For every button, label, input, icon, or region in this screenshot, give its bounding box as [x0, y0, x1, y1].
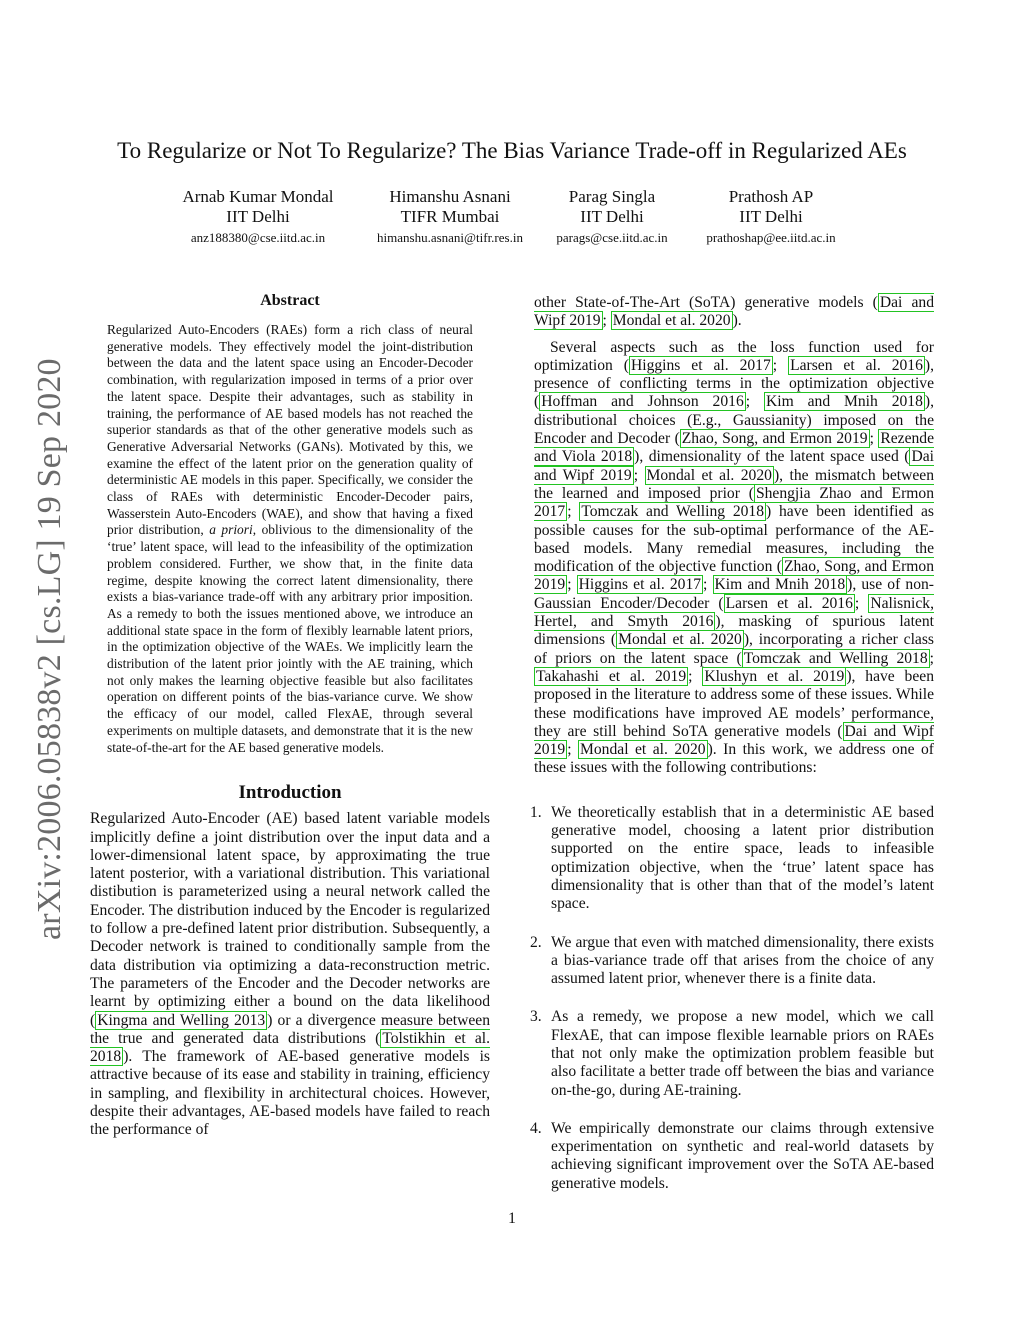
author-affiliation: IIT Delhi [580, 207, 644, 226]
introduction-heading: Introduction [238, 782, 342, 804]
body-text: ), incorporating a richer class of priors on the latent space ( [534, 631, 934, 667]
citation-link[interactable]: Mondal et al. 2020 [612, 312, 731, 330]
citation-separator: ; [567, 503, 580, 521]
author-name: Arnab Kumar Mondal [182, 187, 334, 206]
abstract-text: Regularized Auto-Encoders (RAEs) form a rich class of neural generative models. They effectively model the joint-distribution between the data and the latent space using an Encoder-Decoder combination, with regularization imposed in terms of a prior over the latent space. Despite their advantages, such as stability in training, the performance of AE based models has not reached the superior standards as that of the other generative models such as Generative Adversarial Networks (GANs). Motivated by this, we examine the effect of the latent prior on the generation quality of deterministic AE models in this paper. Specifically, we consider the class of RAEs with deterministic Encoder-Decoder pairs, Wasserstein Auto-Encoders (WAE), and show that having a fixed prior distribution, [107, 322, 473, 538]
citation-separator: ; [633, 466, 645, 484]
list-number: 1. [530, 803, 542, 821]
citation-link[interactable]: Hoffman and Johnson 2016 [541, 393, 744, 411]
intro-text: ). The framework of AE-based generative models is attractive because of its ease and stability in training, efficiency in sampling, and flexibility in architectural choices. However, despite their advantages, AE-based models have failed to reach the performance of [90, 1048, 490, 1139]
list-number: 2. [530, 933, 542, 951]
body-text: ), distributional choices (E.g., Gaussianity) imposed on the Encoder and Decoder ( [534, 393, 934, 448]
citation-link[interactable]: Larsen et al. 2016 [790, 356, 923, 374]
citation-link[interactable]: Dai and Wipf 2019 [534, 722, 934, 759]
list-text: As a remedy, we propose a new model, which we call FlexAE, that can impose flexible learnable priors on RAEs that not only make the optimization problem feasible but also facilitate a better trade off between the bias and variance on-the-go, during AE-training. [551, 1008, 934, 1099]
abstract-italic: a priori [209, 522, 253, 538]
citation-link[interactable]: Dai and Wipf 2019 [534, 448, 934, 484]
body-text: Several aspects such as the loss function used for optimization ( [534, 338, 934, 374]
body-text: other State-of-The-Art (SoTA) generative models ( [534, 294, 878, 311]
author-1 [158, 187, 358, 249]
citation-link[interactable]: Zhao, Song, and Ermon 2019 [534, 558, 934, 594]
citation-link[interactable]: Tomczak and Welling 2018 [743, 649, 928, 667]
citation-link[interactable]: Klushyn et al. 2019 [704, 667, 845, 685]
citation-link[interactable]: Zhao, Song, and Ermon 2019 [681, 430, 868, 448]
intro-paragraph [90, 810, 490, 1139]
abstract-text: , oblivious to the dimensionality of the ‘true’ latent space, will lead to the infeasibility of the optimization problem considered. Further, we show that, in the finite data regime, despite knowing the correct latent dimensionality, there exists a bias-variance trade-off with any arbitrary prior imposition. As a remedy to both the issues mentioned above, we introduce an additional state space in the form of flexibly learnable latent priors, in the optimization objective of the WAEs. We implicitly learn the distribution of the latent prior jointly with the AE training, which not only makes the learning objective feasible but also facilitates operation on different points of the bias-variance curve. We show the efficacy of our model, called FlexAE, through several experiments on multiple datasets, and demonstrate that it is the new state-of-the-art for the AE based generative models. [107, 522, 474, 755]
author-name: Parag Singla [568, 187, 656, 206]
body-text: ), dimensionality of the latent space used ( [634, 448, 910, 466]
list-item [530, 933, 934, 989]
citation-link[interactable]: Nalisnick, Hertel, and Smyth 2016 [534, 594, 934, 631]
author-name: Himanshu Asnani [389, 187, 511, 206]
citation-link[interactable]: Tomczak and Welling 2018 [581, 503, 765, 521]
citation-link[interactable]: Mondal et al. 2020 [618, 631, 742, 649]
abstract-body [107, 322, 473, 756]
citation-separator: ; [854, 594, 869, 612]
body-text: ), the mismatch between the learned and imposed prior ( [534, 466, 935, 502]
list-text: We argue that even with matched dimensionality, there exists a bias-variance trade off that arises from the choice of any assumed latent prior, whenever there is a finite data. [551, 933, 934, 988]
author-email: himanshu.asnani@tifr.res.in [377, 230, 523, 245]
author-affiliation: IIT Delhi [739, 207, 803, 226]
citation-link[interactable]: Shengjia Zhao and Ermon 2017 [534, 484, 934, 521]
citation-separator: ; [745, 393, 764, 411]
citation-link[interactable]: Mondal et al. 2020 [646, 466, 772, 484]
citation-link[interactable]: Kim and Mnih 2018 [765, 393, 923, 411]
author-4 [671, 187, 871, 249]
citation-separator: ; [567, 741, 579, 759]
citation-separator: ; [567, 576, 577, 594]
arxiv-stamp: arXiv:2006.05838v2 [cs.LG] 19 Sep 2020 [31, 358, 68, 940]
citation-link[interactable]: Larsen et al. 2016 [725, 594, 853, 612]
citation-link[interactable]: Kingma and Welling 2013 [97, 1011, 266, 1029]
body-text: ). In this work, we address one of these issues with the following contributions: [534, 741, 934, 777]
citation-link[interactable]: Takahashi et al. 2019 [536, 667, 687, 685]
citation-link[interactable]: Kim and Mnih 2018 [714, 576, 846, 594]
body-text: ). [732, 312, 742, 330]
citation-link[interactable]: Tolstikhin et al. 2018 [90, 1029, 490, 1066]
paper-title: To Regularize or Not To Regularize? The Bias Variance Trade-off in Regularized AEs [117, 138, 907, 163]
citation-link[interactable]: Dai and Wipf 2019 [534, 294, 935, 330]
list-number: 3. [530, 1008, 542, 1026]
intro-paragraph-continued [534, 294, 934, 331]
list-item [530, 1119, 934, 1193]
author-affiliation: IIT Delhi [226, 207, 290, 226]
citation-link[interactable]: Mondal et al. 2020 [580, 741, 706, 759]
author-email: prathoshap@ee.iitd.ac.in [706, 230, 836, 245]
author-name: Prathosh AP [728, 187, 814, 206]
author-email: parags@cse.iitd.ac.in [556, 230, 668, 245]
citation-separator: ; [602, 312, 611, 330]
citation-separator: ; [772, 356, 789, 374]
abstract-heading: Abstract [260, 292, 320, 309]
body-text: ), have been proposed in the literature to address some of these issues. While these modifications have improved AE models’ performance, they are still behind SoTA generative models ( [534, 667, 934, 740]
left-column [90, 292, 490, 1140]
citation-separator: ; [703, 576, 713, 594]
list-item [530, 803, 934, 914]
citation-separator: ; [869, 430, 879, 448]
citation-separator: ; [688, 667, 703, 685]
contribution-list [530, 803, 934, 1193]
citation-link[interactable]: Higgins et al. 2017 [630, 356, 771, 374]
citation-link[interactable]: Rezende and Viola 2018 [534, 430, 935, 466]
intro-paragraph-2 [534, 339, 934, 778]
body-text: ), presence of conflicting terms in the optimization objective ( [534, 356, 934, 411]
list-item [530, 1008, 934, 1099]
body-text: ), use of non-Gaussian Encoder/Decoder ( [534, 576, 934, 612]
citation-link[interactable]: Higgins et al. 2017 [578, 576, 702, 594]
citation-separator: ; [929, 649, 934, 667]
author-affiliation: TIFR Mumbai [400, 207, 500, 226]
right-column [530, 294, 935, 1213]
list-text: We empirically demonstrate our claims through extensive experimentation on synthetic and real-world datasets by achieving significant improvement over the SoTA AE-based generative models. [551, 1119, 934, 1192]
body-text: ) have been identified as possible causes for the sub-optimal performance of the AE-based models. Many remedial measures, including the modification of the objective function ( [534, 503, 934, 576]
body-text: ), masking of spurious latent dimensions ( [534, 613, 934, 649]
intro-text: Regularized Auto-Encoder (AE) based latent variable models implicitly define a joint distribution over the input data and a lower-dimensional latent space, by approximating the true latent posterior, with a variational distribution. This variational distibution is parameterized using a neural network called the Encoder. The distribution induced by the Encoder is regularized to follow a pre-defined latent prior distribution. Subsequently, a Decoder network is trained to conditionally sample from the data distribution via optimizing a data-reconstruction metric. The parameters of the Encoder and the Decoder networks are learnt by optimizing either a bound on the data likelihood ( [90, 810, 490, 1029]
intro-text: ) or a divergence measure between the true and generated data distributions ( [90, 1011, 490, 1047]
list-text: We theoretically establish that in a deterministic AE based generative model, choosing a latent prior distribution supported on the entire space, leads to infeasible optimization objective, when the ‘true’ latent space has dimensionality that is other than that of the model’s latent space. [551, 803, 934, 913]
list-number: 4. [530, 1119, 542, 1137]
author-email: anz188380@cse.iitd.ac.in [190, 230, 326, 245]
page-number: 1 [508, 1210, 516, 1227]
